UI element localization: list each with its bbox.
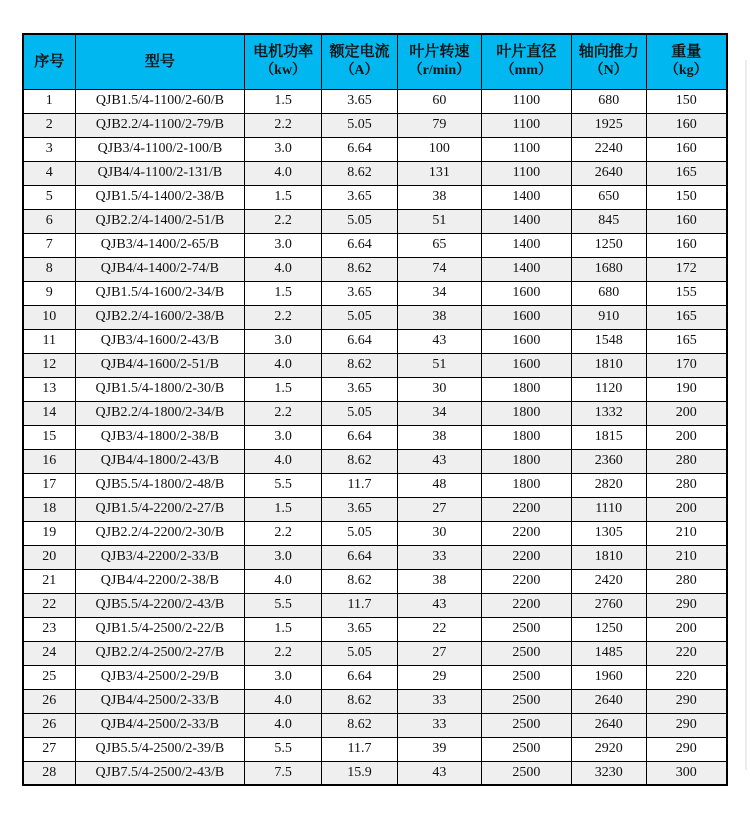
cell-model: QJB5.5/4-1800/2-48/B bbox=[75, 473, 245, 497]
cell-thrust: 2920 bbox=[571, 737, 646, 761]
cell-speed: 38 bbox=[398, 185, 482, 209]
cell-no: 21 bbox=[23, 569, 75, 593]
cell-model: QJB2.2/4-2500/2-27/B bbox=[75, 641, 245, 665]
cell-model: QJB5.5/4-2500/2-39/B bbox=[75, 737, 245, 761]
cell-speed: 74 bbox=[398, 257, 482, 281]
cell-weight: 160 bbox=[646, 233, 727, 257]
cell-power: 1.5 bbox=[245, 497, 322, 521]
col-header-motor-power bbox=[245, 34, 322, 89]
col-header-model-label: 型号 bbox=[144, 52, 175, 70]
table-row bbox=[23, 569, 727, 593]
cell-speed: 100 bbox=[398, 137, 482, 161]
cell-power: 1.5 bbox=[245, 281, 322, 305]
col-header-weight-label: 重量 bbox=[671, 43, 702, 61]
cell-model: QJB2.2/4-1400/2-51/B bbox=[75, 209, 245, 233]
cell-current: 3.65 bbox=[321, 617, 397, 641]
cell-diameter: 2500 bbox=[481, 617, 571, 641]
cell-no: 19 bbox=[23, 521, 75, 545]
cell-speed: 30 bbox=[398, 377, 482, 401]
cell-diameter: 2200 bbox=[481, 569, 571, 593]
cell-weight: 155 bbox=[646, 281, 727, 305]
cell-speed: 30 bbox=[398, 521, 482, 545]
cell-thrust: 1925 bbox=[571, 113, 646, 137]
cell-diameter: 2500 bbox=[481, 689, 571, 713]
cell-thrust: 2760 bbox=[571, 593, 646, 617]
cell-speed: 33 bbox=[398, 713, 482, 737]
table-row bbox=[23, 161, 727, 185]
cell-current: 6.64 bbox=[321, 329, 397, 353]
cell-weight: 160 bbox=[646, 113, 727, 137]
table-row bbox=[23, 449, 727, 473]
cell-thrust: 1815 bbox=[571, 425, 646, 449]
cell-diameter: 1800 bbox=[481, 425, 571, 449]
table-row bbox=[23, 401, 727, 425]
cell-thrust: 2640 bbox=[571, 689, 646, 713]
cell-no: 15 bbox=[23, 425, 75, 449]
table-row bbox=[23, 281, 727, 305]
cell-power: 3.0 bbox=[245, 425, 322, 449]
table-row bbox=[23, 137, 727, 161]
cell-model: QJB2.2/4-1100/2-79/B bbox=[75, 113, 245, 137]
col-header-blade-diameter-unit: （mm） bbox=[500, 63, 552, 79]
cell-thrust: 1810 bbox=[571, 353, 646, 377]
cell-weight: 210 bbox=[646, 545, 727, 569]
cell-current: 11.7 bbox=[321, 737, 397, 761]
cell-weight: 165 bbox=[646, 305, 727, 329]
cell-model: QJB1.5/4-1400/2-38/B bbox=[75, 185, 245, 209]
cell-thrust: 1332 bbox=[571, 401, 646, 425]
cell-no: 5 bbox=[23, 185, 75, 209]
cell-thrust: 680 bbox=[571, 89, 646, 113]
col-header-blade-speed-unit: （r/min） bbox=[408, 63, 471, 79]
cell-power: 4.0 bbox=[245, 257, 322, 281]
cell-power: 1.5 bbox=[245, 377, 322, 401]
cell-model: QJB1.5/4-1800/2-30/B bbox=[75, 377, 245, 401]
cell-current: 3.65 bbox=[321, 281, 397, 305]
cell-power: 1.5 bbox=[245, 89, 322, 113]
cell-power: 3.0 bbox=[245, 329, 322, 353]
cell-power: 1.5 bbox=[245, 617, 322, 641]
cell-model: QJB4/4-2200/2-38/B bbox=[75, 569, 245, 593]
cell-model: QJB2.2/4-2200/2-30/B bbox=[75, 521, 245, 545]
cell-diameter: 1100 bbox=[481, 161, 571, 185]
cell-no: 26 bbox=[23, 713, 75, 737]
table-row bbox=[23, 89, 727, 113]
cell-diameter: 2200 bbox=[481, 521, 571, 545]
cell-model: QJB3/4-1800/2-38/B bbox=[75, 425, 245, 449]
cell-speed: 48 bbox=[398, 473, 482, 497]
table-row bbox=[23, 641, 727, 665]
cell-speed: 43 bbox=[398, 593, 482, 617]
cell-power: 4.0 bbox=[245, 569, 322, 593]
cell-current: 8.62 bbox=[321, 569, 397, 593]
cell-diameter: 2500 bbox=[481, 665, 571, 689]
col-header-blade-speed-label: 叶片转速 bbox=[409, 43, 470, 61]
cell-diameter: 1800 bbox=[481, 401, 571, 425]
cell-thrust: 1548 bbox=[571, 329, 646, 353]
cell-current: 6.64 bbox=[321, 233, 397, 257]
col-header-weight-unit: （kg） bbox=[664, 63, 708, 79]
col-header-motor-power-unit: （kw） bbox=[260, 63, 307, 79]
cell-power: 1.5 bbox=[245, 185, 322, 209]
cell-diameter: 2200 bbox=[481, 497, 571, 521]
cell-no: 9 bbox=[23, 281, 75, 305]
cell-speed: 33 bbox=[398, 689, 482, 713]
cell-no: 11 bbox=[23, 329, 75, 353]
col-header-rated-current-unit: （A） bbox=[340, 63, 379, 79]
cell-weight: 280 bbox=[646, 473, 727, 497]
cell-thrust: 1680 bbox=[571, 257, 646, 281]
cell-thrust: 3230 bbox=[571, 761, 646, 785]
cell-current: 8.62 bbox=[321, 161, 397, 185]
cell-speed: 43 bbox=[398, 329, 482, 353]
cell-diameter: 1600 bbox=[481, 281, 571, 305]
cell-current: 5.05 bbox=[321, 113, 397, 137]
cell-power: 2.2 bbox=[245, 401, 322, 425]
cell-diameter: 2200 bbox=[481, 593, 571, 617]
cell-no: 23 bbox=[23, 617, 75, 641]
cell-thrust: 680 bbox=[571, 281, 646, 305]
cell-power: 3.0 bbox=[245, 665, 322, 689]
cell-power: 2.2 bbox=[245, 305, 322, 329]
cell-diameter: 1400 bbox=[481, 209, 571, 233]
cell-weight: 220 bbox=[646, 641, 727, 665]
cell-model: QJB5.5/4-2200/2-43/B bbox=[75, 593, 245, 617]
cell-thrust: 1250 bbox=[571, 233, 646, 257]
cell-weight: 300 bbox=[646, 761, 727, 785]
col-header-motor-power-label: 电机功率 bbox=[253, 43, 314, 61]
cell-model: QJB2.2/4-1800/2-34/B bbox=[75, 401, 245, 425]
cell-weight: 200 bbox=[646, 425, 727, 449]
cell-diameter: 2500 bbox=[481, 761, 571, 785]
table-header bbox=[23, 34, 727, 89]
cell-speed: 43 bbox=[398, 449, 482, 473]
cell-no: 20 bbox=[23, 545, 75, 569]
cell-no: 17 bbox=[23, 473, 75, 497]
cell-weight: 165 bbox=[646, 329, 727, 353]
cell-weight: 280 bbox=[646, 449, 727, 473]
cell-weight: 280 bbox=[646, 569, 727, 593]
cell-thrust: 650 bbox=[571, 185, 646, 209]
cell-thrust: 1960 bbox=[571, 665, 646, 689]
cell-diameter: 1400 bbox=[481, 185, 571, 209]
cell-current: 5.05 bbox=[321, 401, 397, 425]
cell-power: 2.2 bbox=[245, 521, 322, 545]
cell-speed: 65 bbox=[398, 233, 482, 257]
cell-no: 7 bbox=[23, 233, 75, 257]
cell-power: 2.2 bbox=[245, 641, 322, 665]
cell-diameter: 2500 bbox=[481, 737, 571, 761]
cell-current: 6.64 bbox=[321, 137, 397, 161]
table-row bbox=[23, 473, 727, 497]
cell-power: 4.0 bbox=[245, 161, 322, 185]
cell-weight: 220 bbox=[646, 665, 727, 689]
cell-power: 5.5 bbox=[245, 473, 322, 497]
cell-speed: 39 bbox=[398, 737, 482, 761]
cell-model: QJB3/4-1600/2-43/B bbox=[75, 329, 245, 353]
cell-model: QJB7.5/4-2500/2-43/B bbox=[75, 761, 245, 785]
page-edge-line bbox=[745, 60, 747, 770]
table-row bbox=[23, 737, 727, 761]
cell-diameter: 2500 bbox=[481, 641, 571, 665]
cell-diameter: 1800 bbox=[481, 377, 571, 401]
cell-thrust: 1485 bbox=[571, 641, 646, 665]
cell-power: 2.2 bbox=[245, 209, 322, 233]
cell-thrust: 2360 bbox=[571, 449, 646, 473]
cell-diameter: 1800 bbox=[481, 449, 571, 473]
cell-weight: 200 bbox=[646, 497, 727, 521]
cell-speed: 33 bbox=[398, 545, 482, 569]
cell-power: 5.5 bbox=[245, 593, 322, 617]
cell-no: 27 bbox=[23, 737, 75, 761]
cell-power: 7.5 bbox=[245, 761, 322, 785]
cell-current: 11.7 bbox=[321, 473, 397, 497]
cell-diameter: 2200 bbox=[481, 545, 571, 569]
cell-diameter: 1600 bbox=[481, 305, 571, 329]
cell-thrust: 2820 bbox=[571, 473, 646, 497]
cell-no: 22 bbox=[23, 593, 75, 617]
cell-no: 4 bbox=[23, 161, 75, 185]
cell-model: QJB4/4-1800/2-43/B bbox=[75, 449, 245, 473]
pump-spec-table bbox=[22, 33, 728, 786]
table-row bbox=[23, 329, 727, 353]
cell-no: 10 bbox=[23, 305, 75, 329]
cell-no: 28 bbox=[23, 761, 75, 785]
table-row bbox=[23, 425, 727, 449]
table-row bbox=[23, 305, 727, 329]
col-header-serial bbox=[23, 34, 75, 89]
col-header-axial-thrust bbox=[571, 34, 646, 89]
table-row bbox=[23, 593, 727, 617]
cell-diameter: 1600 bbox=[481, 329, 571, 353]
cell-thrust: 2640 bbox=[571, 713, 646, 737]
cell-no: 8 bbox=[23, 257, 75, 281]
cell-no: 25 bbox=[23, 665, 75, 689]
cell-thrust: 1810 bbox=[571, 545, 646, 569]
cell-current: 8.62 bbox=[321, 449, 397, 473]
table-row bbox=[23, 113, 727, 137]
col-header-blade-diameter bbox=[481, 34, 571, 89]
col-header-weight bbox=[646, 34, 727, 89]
cell-no: 26 bbox=[23, 689, 75, 713]
cell-weight: 290 bbox=[646, 737, 727, 761]
cell-model: QJB4/4-2500/2-33/B bbox=[75, 689, 245, 713]
cell-speed: 38 bbox=[398, 569, 482, 593]
table-row bbox=[23, 209, 727, 233]
cell-speed: 60 bbox=[398, 89, 482, 113]
cell-no: 13 bbox=[23, 377, 75, 401]
cell-model: QJB3/4-2200/2-33/B bbox=[75, 545, 245, 569]
cell-model: QJB4/4-1400/2-74/B bbox=[75, 257, 245, 281]
table-row bbox=[23, 689, 727, 713]
cell-weight: 210 bbox=[646, 521, 727, 545]
cell-thrust: 2640 bbox=[571, 161, 646, 185]
cell-weight: 160 bbox=[646, 137, 727, 161]
table-row bbox=[23, 545, 727, 569]
col-header-rated-current bbox=[321, 34, 397, 89]
cell-thrust: 910 bbox=[571, 305, 646, 329]
cell-current: 3.65 bbox=[321, 497, 397, 521]
cell-speed: 79 bbox=[398, 113, 482, 137]
cell-no: 12 bbox=[23, 353, 75, 377]
cell-current: 8.62 bbox=[321, 257, 397, 281]
cell-thrust: 1250 bbox=[571, 617, 646, 641]
cell-current: 6.64 bbox=[321, 425, 397, 449]
cell-thrust: 2240 bbox=[571, 137, 646, 161]
cell-thrust: 1110 bbox=[571, 497, 646, 521]
cell-weight: 165 bbox=[646, 161, 727, 185]
cell-power: 4.0 bbox=[245, 713, 322, 737]
col-header-axial-thrust-label: 轴向推力 bbox=[578, 43, 639, 61]
cell-current: 6.64 bbox=[321, 545, 397, 569]
cell-weight: 200 bbox=[646, 401, 727, 425]
cell-diameter: 1400 bbox=[481, 257, 571, 281]
cell-weight: 170 bbox=[646, 353, 727, 377]
cell-thrust: 845 bbox=[571, 209, 646, 233]
cell-speed: 27 bbox=[398, 641, 482, 665]
cell-power: 5.5 bbox=[245, 737, 322, 761]
cell-model: QJB1.5/4-2200/2-27/B bbox=[75, 497, 245, 521]
cell-model: QJB3/4-1100/2-100/B bbox=[75, 137, 245, 161]
table-row bbox=[23, 617, 727, 641]
cell-weight: 150 bbox=[646, 89, 727, 113]
cell-no: 24 bbox=[23, 641, 75, 665]
table-row bbox=[23, 233, 727, 257]
cell-weight: 290 bbox=[646, 689, 727, 713]
table-row bbox=[23, 713, 727, 737]
cell-diameter: 1800 bbox=[481, 473, 571, 497]
cell-current: 3.65 bbox=[321, 185, 397, 209]
cell-thrust: 2420 bbox=[571, 569, 646, 593]
cell-speed: 38 bbox=[398, 425, 482, 449]
cell-power: 4.0 bbox=[245, 449, 322, 473]
cell-no: 18 bbox=[23, 497, 75, 521]
cell-speed: 131 bbox=[398, 161, 482, 185]
cell-power: 4.0 bbox=[245, 353, 322, 377]
cell-speed: 51 bbox=[398, 209, 482, 233]
cell-weight: 290 bbox=[646, 593, 727, 617]
cell-current: 11.7 bbox=[321, 593, 397, 617]
cell-current: 5.05 bbox=[321, 305, 397, 329]
cell-power: 2.2 bbox=[245, 113, 322, 137]
cell-current: 8.62 bbox=[321, 713, 397, 737]
cell-diameter: 1600 bbox=[481, 353, 571, 377]
cell-current: 5.05 bbox=[321, 641, 397, 665]
cell-current: 5.05 bbox=[321, 209, 397, 233]
cell-current: 8.62 bbox=[321, 353, 397, 377]
cell-diameter: 2500 bbox=[481, 713, 571, 737]
cell-no: 2 bbox=[23, 113, 75, 137]
cell-speed: 34 bbox=[398, 401, 482, 425]
cell-model: QJB3/4-1400/2-65/B bbox=[75, 233, 245, 257]
cell-thrust: 1120 bbox=[571, 377, 646, 401]
col-header-blade-speed bbox=[398, 34, 482, 89]
cell-speed: 29 bbox=[398, 665, 482, 689]
cell-power: 4.0 bbox=[245, 689, 322, 713]
cell-power: 3.0 bbox=[245, 233, 322, 257]
cell-weight: 150 bbox=[646, 185, 727, 209]
cell-model: QJB1.5/4-2500/2-22/B bbox=[75, 617, 245, 641]
cell-model: QJB4/4-1600/2-51/B bbox=[75, 353, 245, 377]
cell-current: 8.62 bbox=[321, 689, 397, 713]
cell-speed: 34 bbox=[398, 281, 482, 305]
cell-speed: 27 bbox=[398, 497, 482, 521]
cell-current: 6.64 bbox=[321, 665, 397, 689]
cell-speed: 51 bbox=[398, 353, 482, 377]
cell-no: 1 bbox=[23, 89, 75, 113]
cell-no: 3 bbox=[23, 137, 75, 161]
table-row bbox=[23, 665, 727, 689]
cell-no: 14 bbox=[23, 401, 75, 425]
cell-speed: 43 bbox=[398, 761, 482, 785]
table-row bbox=[23, 185, 727, 209]
cell-power: 3.0 bbox=[245, 137, 322, 161]
cell-weight: 200 bbox=[646, 617, 727, 641]
cell-no: 16 bbox=[23, 449, 75, 473]
table-row bbox=[23, 497, 727, 521]
col-header-axial-thrust-unit: （N） bbox=[589, 63, 628, 79]
cell-speed: 22 bbox=[398, 617, 482, 641]
cell-model: QJB3/4-2500/2-29/B bbox=[75, 665, 245, 689]
cell-model: QJB1.5/4-1600/2-34/B bbox=[75, 281, 245, 305]
cell-weight: 290 bbox=[646, 713, 727, 737]
cell-model: QJB4/4-1100/2-131/B bbox=[75, 161, 245, 185]
table-row bbox=[23, 761, 727, 785]
col-header-serial-label: 序号 bbox=[34, 52, 65, 70]
cell-diameter: 1100 bbox=[481, 89, 571, 113]
table-row bbox=[23, 521, 727, 545]
cell-current: 15.9 bbox=[321, 761, 397, 785]
cell-weight: 160 bbox=[646, 209, 727, 233]
cell-diameter: 1100 bbox=[481, 113, 571, 137]
cell-thrust: 1305 bbox=[571, 521, 646, 545]
table-body bbox=[23, 89, 727, 785]
cell-power: 3.0 bbox=[245, 545, 322, 569]
cell-no: 6 bbox=[23, 209, 75, 233]
cell-diameter: 1100 bbox=[481, 137, 571, 161]
col-header-rated-current-label: 额定电流 bbox=[329, 43, 390, 61]
cell-current: 3.65 bbox=[321, 89, 397, 113]
table-row bbox=[23, 353, 727, 377]
col-header-model bbox=[75, 34, 245, 89]
cell-model: QJB4/4-2500/2-33/B bbox=[75, 713, 245, 737]
table-row bbox=[23, 377, 727, 401]
cell-model: QJB2.2/4-1600/2-38/B bbox=[75, 305, 245, 329]
table-row bbox=[23, 257, 727, 281]
cell-weight: 190 bbox=[646, 377, 727, 401]
cell-model: QJB1.5/4-1100/2-60/B bbox=[75, 89, 245, 113]
cell-speed: 38 bbox=[398, 305, 482, 329]
cell-current: 3.65 bbox=[321, 377, 397, 401]
cell-weight: 172 bbox=[646, 257, 727, 281]
cell-diameter: 1400 bbox=[481, 233, 571, 257]
col-header-blade-diameter-label: 叶片直径 bbox=[496, 43, 557, 61]
cell-current: 5.05 bbox=[321, 521, 397, 545]
